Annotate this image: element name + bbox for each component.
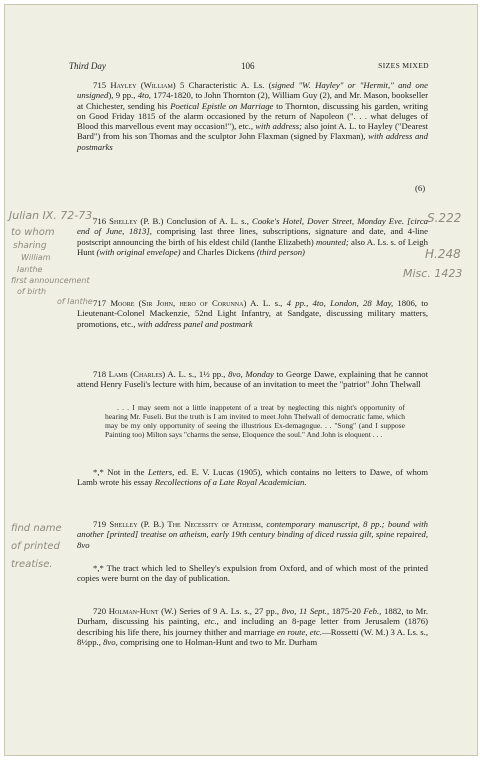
- lot-number: 719: [93, 519, 107, 529]
- header-day: Third Day: [69, 61, 106, 71]
- pencil-note-sharing: sharing: [13, 241, 47, 251]
- pencil-note-treatise: treatise.: [11, 559, 53, 570]
- pencil-shelfmark-h248: H.248: [425, 247, 461, 261]
- lot-name: Shelley (P. B.): [109, 216, 164, 226]
- pencil-note-william: William: [21, 253, 51, 262]
- lot-718-quotation: . . . I may seem not a little inappetent of a treat by neglecting this night's opportunity of hearing Mr. Fuseli. But the truth is I am invited to meet John Thelwall of democratic fame, which may be my only opportunity of seeing the illustrious Ex-demagogue. . . "Song" (and I suppose Painting too) Milton says "charms the sense, Eloquence the soul." And John is eloquent . . .: [105, 403, 405, 439]
- lot-717: 717 Moore (Sir John, hero of Corunna) A. L. s., 4 pp., 4to, London, 28 May, 1806, to Lieutenant-Colonel Mackenzie, 52nd Light Infantry, at Sandgate, discussing military matters, promotions, etc., with address panel and postmark: [77, 298, 429, 329]
- lot-name: Holman-Hunt (W.): [108, 606, 177, 616]
- pencil-note-to-whom: to whom: [11, 227, 55, 238]
- pencil-note-ianthe: Ianthe: [17, 265, 43, 274]
- pencil-note-julian: Julian IX. 72-73.: [9, 209, 96, 222]
- lot-name: Moore (Sir John, hero of Corunna): [110, 298, 247, 308]
- pencil-note-of-ianthe: of Ianthe: [57, 297, 93, 306]
- pencil-note-of-printed: of printed: [11, 541, 60, 552]
- lot-name: Lamb (Charles): [108, 369, 166, 379]
- lot-718: 718 Lamb (Charles) A. L. s., 1½ pp., 8vo, Monday to George Dawe, explaining that he cannot attend Henry Fuseli's lecture with him, because of an invitation to meet the "patriot" John Thelwall: [77, 369, 429, 390]
- header-sizes: SIZES MIXED: [378, 61, 429, 70]
- lot-name: Shelley (P. B.): [109, 519, 165, 529]
- lot-716: 716 Shelley (P. B.) Conclusion of A. L. s., Cooke's Hotel, Dover Street, Monday Eve. [circa end of June, 1813], comprising last three lines, subscriptions, signature and date, and 4-line postscript announcing the birth of his eldest child (Ianthe Elizabeth) mounted; also A. Ls. s. of Leigh Hunt (with original envelope) and Charles Dickens (third person): [77, 216, 429, 257]
- lot-number: 720: [93, 606, 107, 616]
- lot-720: 720 Holman-Hunt (W.) Series of 9 A. Ls. s., 27 pp., 8vo, 11 Sept., 1875-20 Feb., 1882, to Mr. Durham, discussing his painting, etc., and including an 8-page letter from Jerusalem (1876) describing his life there, his journey thither and marriage en route, etc.—Rossetti (W. M.) 3 A. Ls. s., 8½pp., 8vo, comprising one to Holman-Hunt and two to Mr. Durham: [77, 606, 429, 647]
- pencil-note-find-name: find name: [11, 523, 62, 534]
- lot-number: 717: [93, 298, 107, 308]
- pencil-shelfmark-misc: Misc. 1423: [403, 267, 463, 280]
- lot-number: 716: [93, 216, 107, 226]
- note-mark: *,*: [93, 467, 104, 477]
- lot-715: 715 Hayley (William) 5 Characteristic A. Ls. (signed "W. Hayley" or "Hermit," and one unsigned), 9 pp., 4to, 1774-1820, to John Thornton (2), William Guy (2), and Mr. Mason, bookseller at Chichester, sending his Poetical Epistle on Marriage to Thornton, discussing his garden, writing on Good Friday 1815 of the alarm occasioned by the return of Napoleon (". . . what deluges of Blood this marvellous event may occasion!"), etc., with address; also joint A. L. to Hayley ("Dearest Bard") from his son Thomas and the sculptor John Flaxman (signed by Flaxman), with address and postmarks: [77, 80, 428, 152]
- lot-719: 719 Shelley (P. B.) The Necessity of Atheism, contemporary manuscript, 8 pp.; bound with another [printed] treatise on atheism, early 19th century binding of diced russia gilt, spine repaired, 8vo: [77, 519, 428, 550]
- document-page: [4, 4, 478, 756]
- pencil-note-of-birth: of birth: [17, 287, 47, 296]
- pencil-note-first-announcement: first announcement: [11, 276, 90, 285]
- note-mark: *,*: [93, 563, 104, 573]
- lot-718-note: *,* Not in the Letters, ed. E. V. Lucas (1905), which contains no letters to Dawe, of whom Lamb wrote his essay Recollections of a Late Royal Academician.: [77, 467, 428, 488]
- lot-count: (6): [415, 183, 426, 193]
- lot-number: 715: [93, 80, 107, 90]
- lot-719-note: *,* The tract which led to Shelley's expulsion from Oxford, and of which most of the printed copies were burnt on the day of publication.: [77, 563, 428, 584]
- lot-title: The Necessity of Atheism,: [167, 519, 264, 529]
- running-header: [69, 61, 429, 73]
- pencil-shelfmark-s222: S.222: [427, 211, 462, 225]
- lot-name: Hayley (William): [110, 80, 176, 90]
- page-number: 106: [241, 61, 255, 71]
- lot-number: 718: [93, 369, 107, 379]
